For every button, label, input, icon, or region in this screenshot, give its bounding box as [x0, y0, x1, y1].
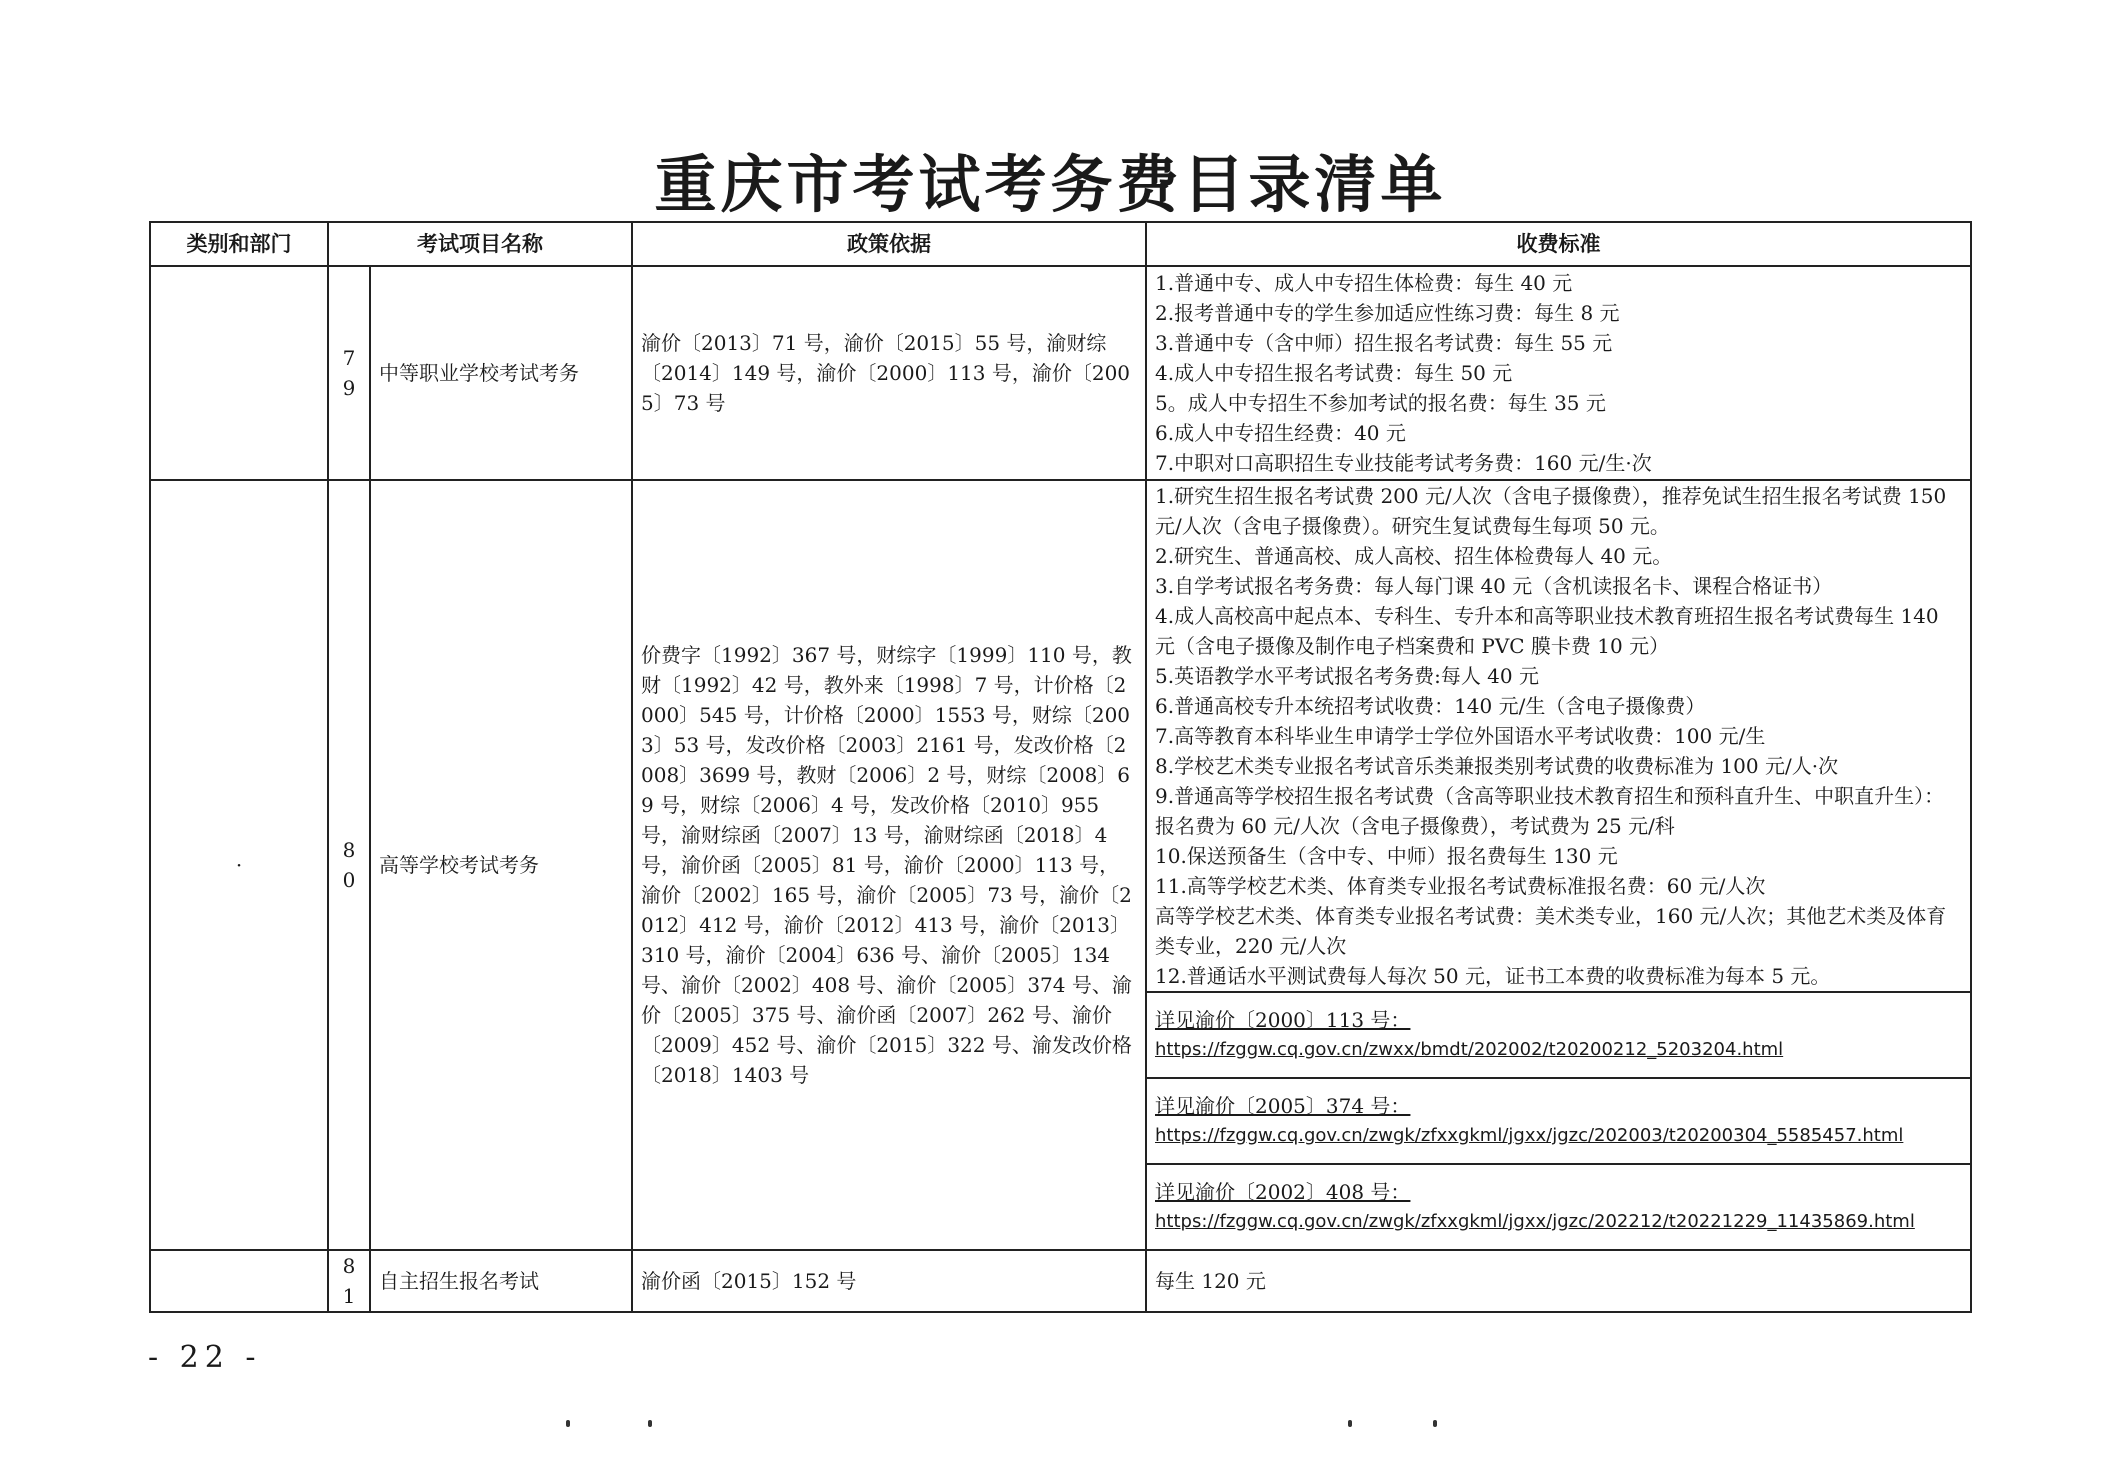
header-item: 考试项目名称 [328, 222, 632, 266]
reference-label: 详见渝价〔2005〕374 号： [1155, 1094, 1411, 1118]
scan-speck [1348, 1420, 1352, 1427]
category-cell [150, 1250, 328, 1312]
page-title: 重庆市考试考务费目录清单 [654, 148, 1447, 221]
fee-standard [1146, 480, 1971, 992]
reference-link[interactable]: https://fzggw.cq.gov.cn/zwxx/bmdt/202002/t20200212_5203204.html [1155, 1039, 1784, 1060]
item-number: 81 [328, 1250, 370, 1312]
item-name: 自主招生报名考试 [370, 1250, 632, 1312]
fee-list [1155, 268, 1962, 478]
category-mark: · [235, 853, 243, 877]
reference-label: 详见渝价〔2000〕113 号： [1155, 1008, 1411, 1032]
fee-item: 3.普通中专（含中师）招生报名考试费：每生 55 元 [1155, 331, 1613, 355]
fee-item: 10.保送预备生（含中专、中师）报名费每生 130 元 [1155, 844, 1618, 868]
policy-basis: 渝价〔2013〕71 号，渝价〔2015〕55 号，渝财综〔2014〕149 号，渝价〔2000〕113 号，渝价〔2005〕73 号 [632, 266, 1146, 480]
header-basis: 政策依据 [632, 222, 1146, 266]
fee-item: 7.中职对口高职招生专业技能考试考务费：160 元/生·次 [1155, 451, 1652, 475]
fee-standard: 每生 120 元 [1146, 1250, 1971, 1312]
scan-speck [1433, 1420, 1437, 1427]
fee-item: 6.成人中专招生经费：40 元 [1155, 421, 1406, 445]
policy-basis: 渝价函〔2015〕152 号 [632, 1250, 1146, 1312]
category-cell [150, 266, 328, 480]
scan-speck [566, 1420, 570, 1427]
fee-item: 11.高等学校艺术类、体育类专业报名考试费标准报名费：60 元/人次 [1155, 874, 1766, 898]
fee-item: 1.普通中专、成人中专招生体检费：每生 40 元 [1155, 271, 1573, 295]
fee-item: 8.学校艺术类专业报名考试音乐类兼报类别考试费的收费标准为 100 元/人·次 [1155, 754, 1839, 778]
scan-speck [648, 1420, 652, 1427]
fee-standard [1146, 266, 1971, 480]
fee-item: 1.研究生招生报名考试费 200 元/人次（含电子摄像费），推荐免试生招生报名考试费 150 元/人次（含电子摄像费）。研究生复试费每生每项 50 元。 [1155, 484, 1947, 538]
header-fee: 收费标准 [1146, 222, 1971, 266]
header-category: 类别和部门 [150, 222, 328, 266]
fee-item: 9.普通高等学校招生报名考试费（含高等职业技术教育招生和预科直升生、中职直升生）：报名费为 60 元/人次（含电子摄像费），考试费为 25 元/科 [1155, 784, 1945, 838]
reference-cell [1146, 1164, 1971, 1250]
fee-item: 4.成人中专招生报名考试费：每生 50 元 [1155, 361, 1513, 385]
fee-catalog-table [149, 221, 1972, 1313]
page-number: - 22 - [148, 1340, 262, 1375]
fee-item: 6.普通高校专升本统招考试收费：140 元/生（含电子摄像费） [1155, 694, 1706, 718]
fee-item: 2.研究生、普通高校、成人高校、招生体检费每人 40 元。 [1155, 544, 1673, 568]
fee-item: 高等学校艺术类、体育类专业报名考试费：美术类专业，160 元/人次；其他艺术类及体育类专业，220 元/人次 [1155, 904, 1947, 958]
item-number: 79 [328, 266, 370, 480]
reference-link[interactable]: https://fzggw.cq.gov.cn/zwgk/zfxxgkml/jgxx/jgzc/202212/t20221229_11435869.html [1155, 1211, 1915, 1232]
reference-cell [1146, 1078, 1971, 1164]
fee-item: 3.自学考试报名考务费：每人每门课 40 元（含机读报名卡、课程合格证书） [1155, 574, 1833, 598]
reference-cell [1146, 992, 1971, 1078]
table-row [150, 266, 1971, 480]
reference-label: 详见渝价〔2002〕408 号： [1155, 1180, 1411, 1204]
item-number: 80 [328, 480, 370, 1250]
item-name: 中等职业学校考试考务 [370, 266, 632, 480]
fee-list [1155, 481, 1962, 991]
fee-item: 7.高等教育本科毕业生申请学士学位外国语水平考试收费：100 元/生 [1155, 724, 1766, 748]
fee-item: 2.报考普通中专的学生参加适应性练习费：每生 8 元 [1155, 301, 1620, 325]
fee-item: 5.英语教学水平考试报名考务费:每人 40 元 [1155, 664, 1539, 688]
fee-item: 12.普通话水平测试费每人每次 50 元，证书工本费的收费标准为每本 5 元。 [1155, 964, 1831, 988]
table-row [150, 480, 1971, 992]
fee-item: 4.成人高校高中起点本、专科生、专升本和高等职业技术教育班招生报名考试费每生 140 元（含电子摄像及制作电子档案费和 PVC 膜卡费 10 元） [1155, 604, 1939, 658]
item-name: 高等学校考试考务 [370, 480, 632, 1250]
policy-basis: 价费字〔1992〕367 号，财综字〔1999〕110 号，教财〔1992〕42 号，教外来〔1998〕7 号，计价格〔2000〕545 号，计价格〔2000〕1553 号，财综〔2003〕53 号，发改价格〔2003〕2161 号，发改价格〔2008〕3699 号，教财〔2006〕2 号，财综〔2008〕69 号，财综〔2006〕4 号，发改价格〔2010〕955 号，渝财综函〔2007〕13 号，渝财综函〔2018〕4 号，渝价函〔2005〕81 号，渝价〔2000〕113 号，渝价〔2002〕165 号，渝价〔2005〕73 号，渝价〔2012〕412 号，渝价〔2012〕413 号，渝价〔2013〕310 号，渝价〔2004〕636 号、渝价〔2005〕134 号、渝价〔2002〕408 号、渝价〔2005〕374 号、渝价〔2005〕375 号、渝价函〔2007〕262 号、渝价〔2009〕452 号、渝价〔2015〕322 号、渝发改价格〔2018〕1403 号 [632, 480, 1146, 1250]
table-header-row [150, 222, 1971, 266]
reference-link[interactable]: https://fzggw.cq.gov.cn/zwgk/zfxxgkml/jgxx/jgzc/202003/t20200304_5585457.html [1155, 1125, 1904, 1146]
fee-item: 5。成人中专招生不参加考试的报名费：每生 35 元 [1155, 391, 1606, 415]
category-cell [150, 480, 328, 1250]
table-row [150, 1250, 1971, 1312]
